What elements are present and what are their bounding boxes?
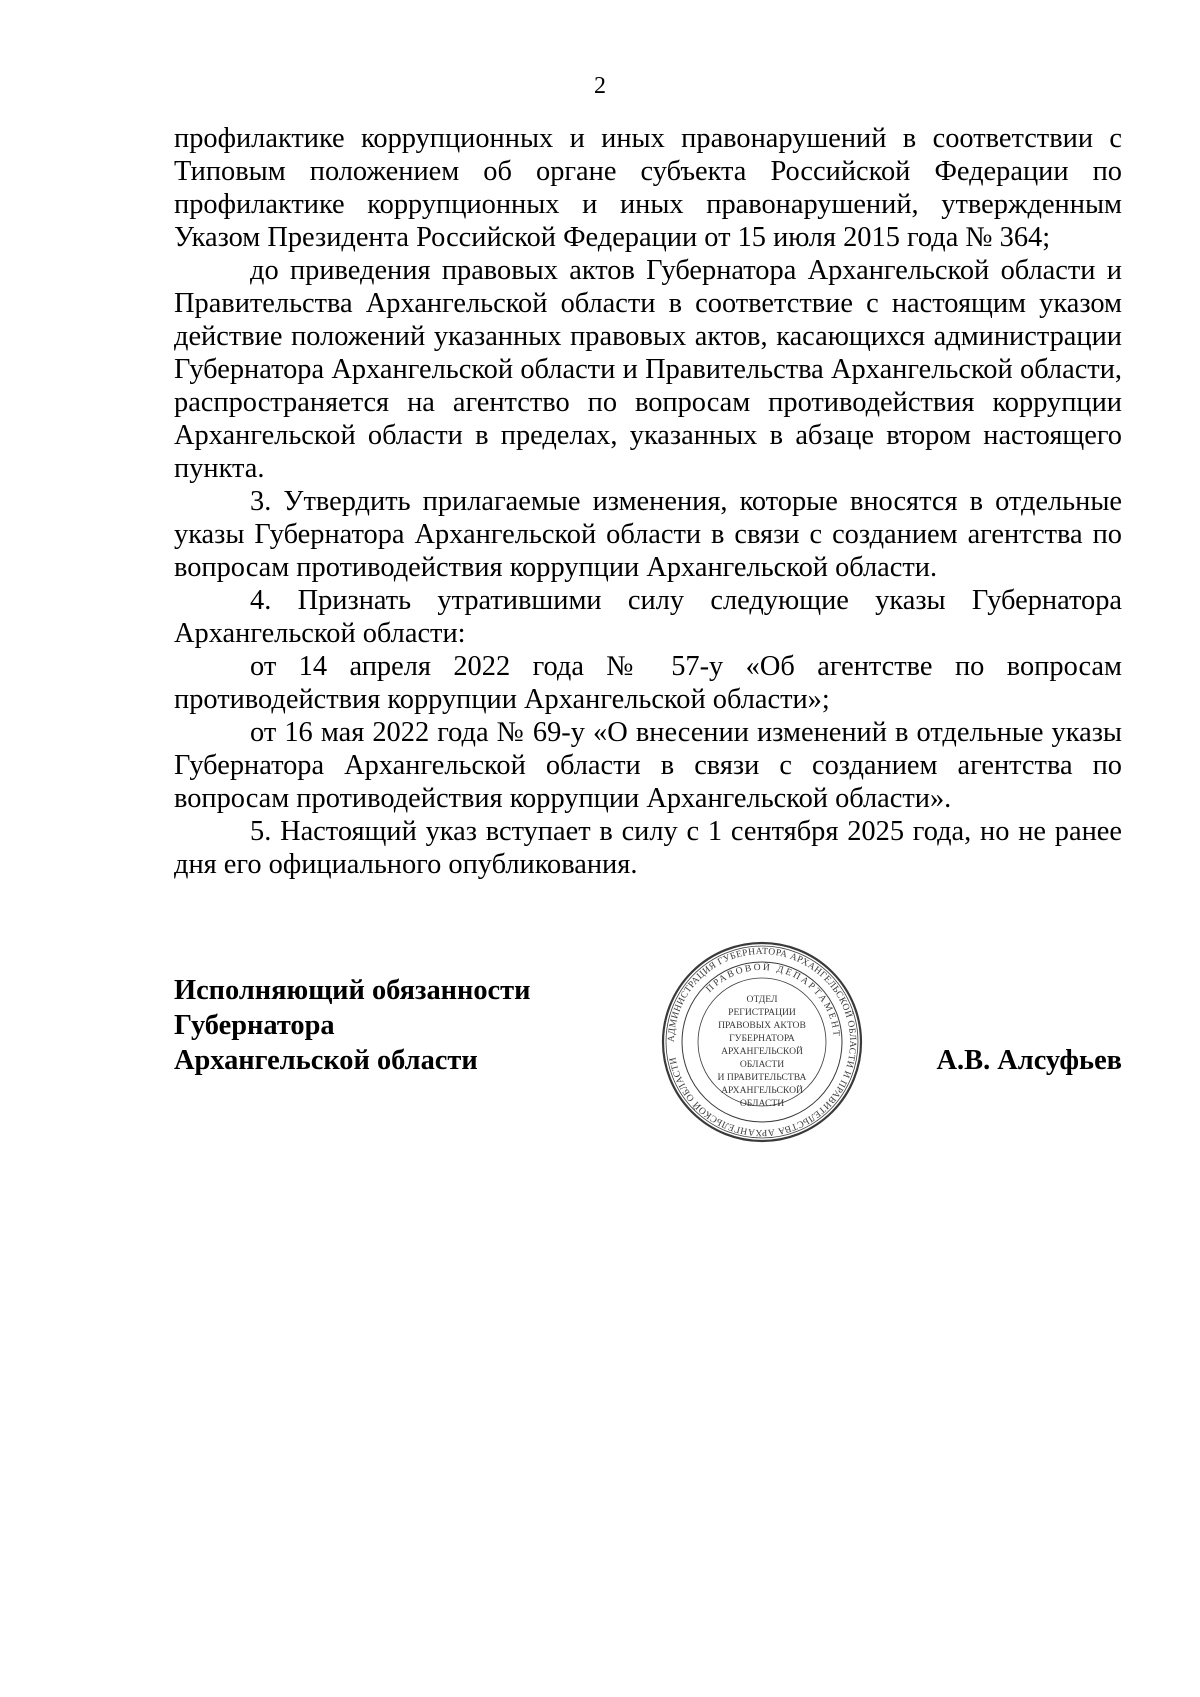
signatory-position-line: Архангельской области: [174, 1045, 478, 1076]
paragraph-item-4: 4. Признать утратившими силу следующие указы Губернатора Архангельской области:: [174, 585, 1122, 649]
document-body: [174, 122, 1122, 881]
paragraph-item-5: 5. Настоящий указ вступает в силу с 1 сентября 2025 года, но не ранее дня его официального опубликования.: [174, 816, 1122, 880]
signatory-position-line: Губернатора: [174, 1010, 335, 1041]
seal-center-line: АРХАНГЕЛЬСКОЙ: [721, 1046, 803, 1057]
seal-center-line: ОТДЕЛ: [746, 994, 778, 1005]
paragraph-repealed-decree-69: от 16 мая 2022 года № 69-у «О внесении изменений в отдельные указы Губернатора Архангельской области в связи с созданием агентства по вопросам противодействия коррупции Архангельской области».: [174, 717, 1122, 814]
seal-center-line: ГУБЕРНАТОРА: [729, 1033, 795, 1044]
signatory-position-line: Исполняющий обязанности: [174, 975, 531, 1006]
signatory-position: [174, 973, 714, 1078]
paragraph-transition-provision: до приведения правовых актов Губернатора Архангельской области и Правительства Архангельской области в соответствие с настоящим указом действие положений указанных правовых актов, касающихся администрации Губернатора Архангельской области и Правительства Архангельской области, распространяется на агентство по вопросам противодействия коррупции Архангельской области в пределах, указанных в абзаце втором настоящего пункта.: [174, 255, 1122, 484]
signatory-name: А.В. Алсуфьев: [936, 1045, 1122, 1076]
paragraph-continuation: профилактике коррупционных и иных правонарушений в соответствии с Типовым положением об органе субъекта Российской Федерации по профилактике коррупционных и иных правонарушений, утвержденным Указом Президента Российской Федерации от 15 июля 2015 года № 364;: [174, 123, 1122, 253]
seal-outer-text: АДМИНИСТРАЦИЯ ГУБЕРНАТОРА АРХАНГЕЛЬСКОЙ ОБЛАСТИ И ПРАВИТЕЛЬСТВА АРХАНГЕЛЬСКОЙ ОБЛАСТИ: [666, 946, 858, 1138]
seal-center-line: И ПРАВИТЕЛЬСТВА: [717, 1072, 807, 1083]
official-seal: [660, 940, 864, 1144]
seal-center-line: РЕГИСТРАЦИИ: [728, 1007, 796, 1018]
seal-center-line: ОБЛАСТИ: [739, 1059, 785, 1070]
paragraph-repealed-decree-57: от 14 апреля 2022 года № 57-у «Об агентстве по вопросам противодействия коррупции Архангельской области»;: [174, 651, 1122, 715]
seal-center-line: ПРАВОВЫХ АКТОВ: [718, 1020, 806, 1031]
seal-center-line: ОБЛАСТИ: [739, 1098, 785, 1109]
paragraph-item-3: 3. Утвердить прилагаемые изменения, которые вносятся в отдельные указы Губернатора Архангельской области в связи с созданием агентства по вопросам противодействия коррупции Архангельской области.: [174, 486, 1122, 583]
seal-center-line: АРХАНГЕЛЬСКОЙ: [721, 1085, 803, 1096]
seal-inner-text: ПРАВОВОЙ ДЕПАРТАМЕНТ: [704, 962, 841, 1039]
page-number: 2: [594, 73, 606, 99]
